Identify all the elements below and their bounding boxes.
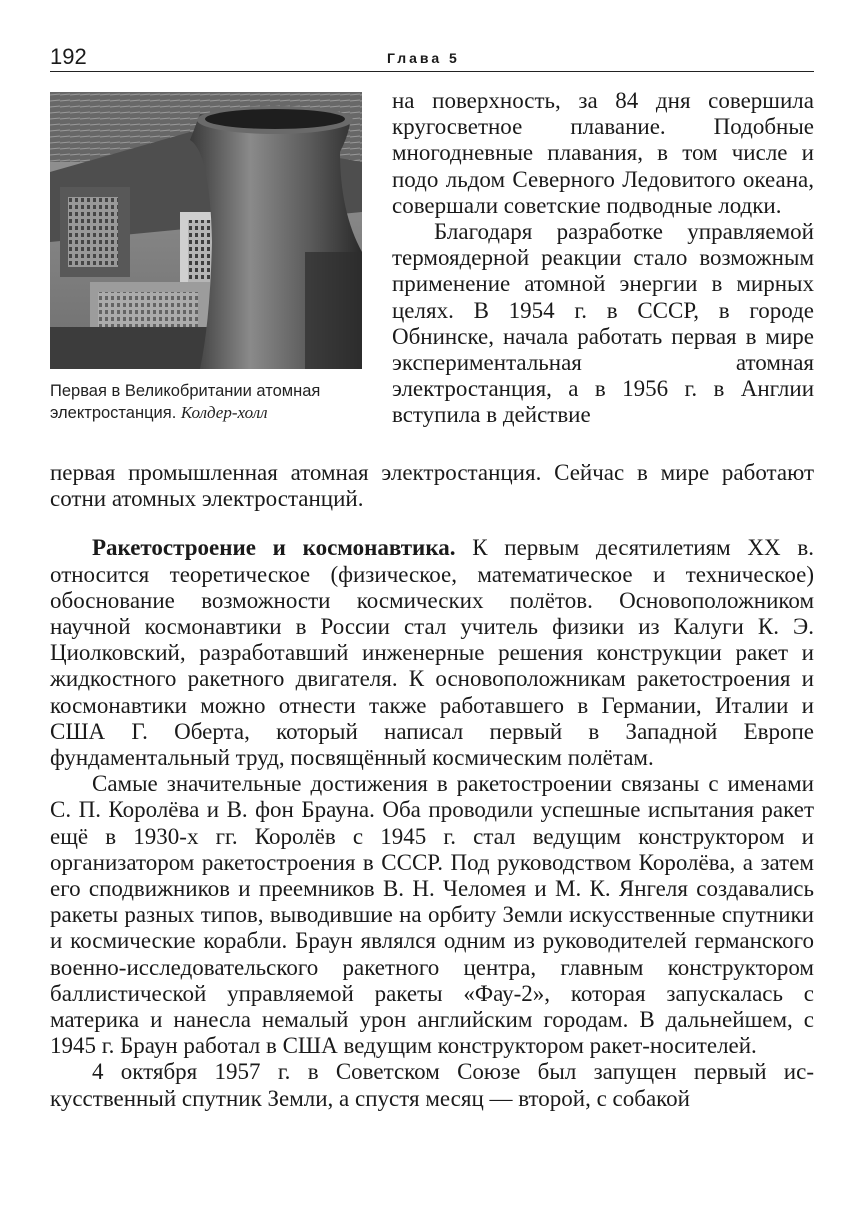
paragraph: Благодаря разработке управляемой термоядерной реакции стало возможным применение атомной энергии в мирных целях. В 1954 г. в СССР, в городе Обнинске, начала работать первая в мире экспериментальная атомная электростанция, а в 1956 г. в Англии вступила в действие	[392, 219, 814, 428]
paragraph: Самые значительные достижения в ракетостроении связаны с именами С. П. Королёва и В. фон Брауна. Оба проводили успешные испытания ракет ещё в 1930-х гг. Королёв с 1945 г. стал ведущим конструктором и организатором ракетостроения в СССР. Под руководством Королёва, а затем его сподвижников и преемников В. Н. Челомея и М. К. Янгеля создавались ракеты разных типов, выводившие на орбиту Земли искусственные спутники и космические корабли. Браун являлся одним из руководителей германского военно-исследовательского ракетного центра, главным конструктором баллистической управляемой ракеты «Фау-2», которая запускалась с материка и нанесла немалый урон английским городам. В дальнейшем, с 1945 г. Браун работал в США ведущим конструктором ракет-носителей.	[50, 771, 814, 1059]
power-station-photo	[50, 92, 362, 369]
page-header	[50, 44, 814, 72]
text-column	[392, 88, 814, 429]
caption-credit: Колдер-холл	[180, 403, 268, 422]
paragraph: 4 октября 1957 г. в Советском Союзе был запущен первый искусственный спутник Земли, а спустя месяц — второй, с собакой	[50, 1059, 814, 1111]
section-paragraph	[50, 535, 814, 771]
figure-caption	[50, 381, 362, 424]
section-text: К первым десятилетиям XX в. относится теоретическое (физическое, математическое и техническое) обоснование возможности космических полётов. Основоположником научной космонавтики в России стал учитель физики из Калуги К. Э. Циолковский, разработавший инженерные решения конструкции ракет и жидкостного ракетного двигателя. К основоположникам ракетостроения и космонавтики можно отнести также работавшего в Германии, Италии и США Г. Оберта, который написал первый в Западной Европе фундаментальный труд, посвящённый космическим полётам.	[50, 535, 814, 771]
figure	[50, 92, 362, 424]
book-page	[50, 44, 814, 1111]
paragraph: на поверхность, за 84 дня совершила кругосветное плавание. Подобные многодневные плавания, в том числе и подо льдом Северного Ледовитого океана, совершали советские подводные лодки.	[392, 88, 814, 218]
body-text	[50, 460, 814, 1112]
section-title: Ракетостроение и космонавтика.	[92, 535, 456, 561]
chapter-title: Глава 5	[387, 50, 460, 66]
paragraph: первая промышленная атомная электростанция. Сейчас в мире работают сотни атомных электростанций.	[50, 460, 814, 512]
caption-text: Первая в Великобритании атомная электростанция.	[50, 382, 321, 422]
page-number: 192	[50, 44, 87, 69]
